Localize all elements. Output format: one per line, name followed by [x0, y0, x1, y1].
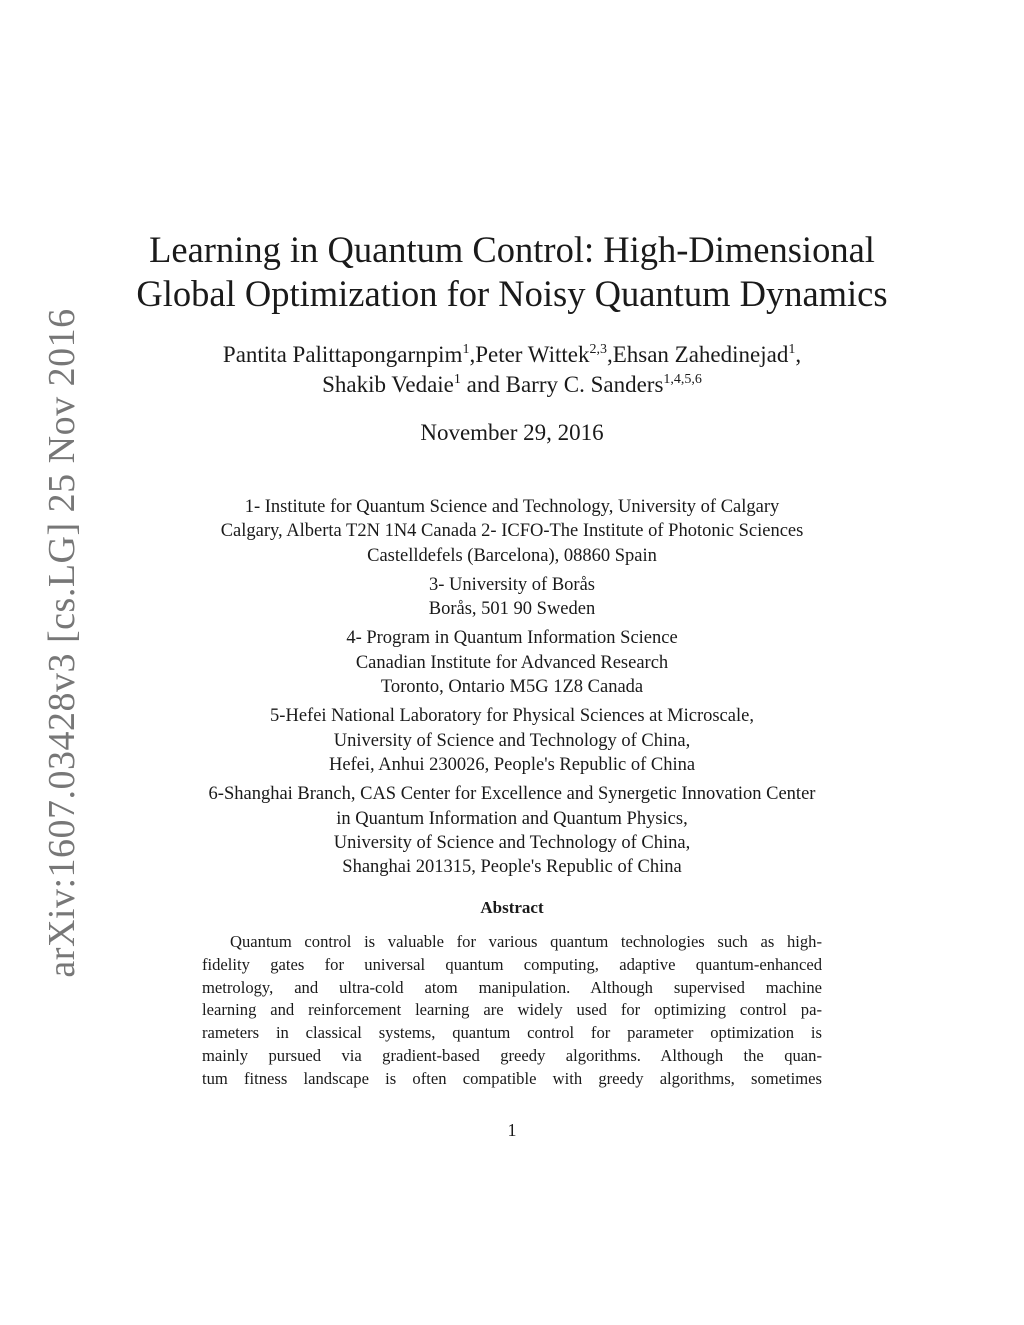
affiliation-line: University of Science and Technology of China, — [333, 832, 691, 853]
title-line-2: Global Optimization for Noisy Quantum Dynamics — [136, 273, 888, 314]
affiliation-line: University of Science and Technology of China, — [333, 730, 691, 751]
affiliation-line: Calgary, Alberta T2N 1N4 Canada 2- ICFO-The Institute of Photonic Sciences — [220, 521, 804, 542]
affiliation-line: 6-Shanghai Branch, CAS Center for Excellence and Synergetic Innovation Center — [208, 784, 816, 805]
paper-title — [0, 228, 1024, 316]
abstract-line: tum fitness landscape is often compatible with greedy algorithms, sometimes — [202, 1068, 822, 1088]
affiliation-line: in Quantum Information and Quantum Physics, — [336, 808, 688, 829]
author-separator: , — [795, 342, 802, 367]
abstract-body — [202, 931, 822, 1091]
affiliation-line: Borås, 501 90 Sweden — [428, 599, 596, 620]
author-affiliation-marker: 1,4,5,6 — [663, 372, 702, 387]
abstract-line: learning and reinforcement learning are widely used for optimizing control pa- — [202, 1000, 822, 1020]
author-affiliation-marker: 2,3 — [589, 342, 607, 357]
author-line-2 — [0, 370, 1024, 400]
affiliation-line: Toronto, Ontario M5G 1Z8 Canada — [380, 677, 644, 698]
title-line-1: Learning in Quantum Control: High-Dimensional — [149, 229, 875, 270]
abstract-line: metrology, and ultra-cold atom manipulation. Although supervised machine — [202, 977, 822, 997]
affiliation-6 — [0, 782, 1024, 879]
affiliation-line: 5-Hefei National Laboratory for Physical Sciences at Microscale, — [270, 706, 754, 727]
author-name: Pantita Palittapongarnpim — [222, 342, 463, 367]
author-separator: , — [469, 342, 476, 367]
page-number: 1 — [507, 1120, 517, 1140]
paper-date: November 29, 2016 — [420, 420, 604, 445]
arxiv-identifier-stamp[interactable]: arXiv:1607.03428v3 [cs.LG] 25 Nov 2016 — [41, 308, 83, 978]
author-separator: , — [606, 342, 613, 367]
affiliation-3 — [0, 573, 1024, 622]
author-affiliation-marker: 1 — [462, 342, 470, 357]
affiliation-line: 3- University of Borås — [429, 574, 595, 595]
affiliation-line: Hefei, Anhui 230026, People's Republic of China — [328, 754, 696, 775]
author-list — [0, 340, 1024, 400]
author-line-1 — [0, 340, 1024, 370]
affiliation-4 — [0, 626, 1024, 699]
affiliations — [0, 495, 1024, 884]
affiliation-5 — [0, 704, 1024, 777]
affiliation-line: 4- Program in Quantum Information Science — [346, 628, 678, 649]
author-name: Ehsan Zahedinejad — [612, 342, 789, 367]
author-separator: and — [460, 372, 506, 397]
abstract-line: fidelity gates for universal quantum computing, adaptive quantum-enhanced — [202, 954, 822, 974]
abstract-heading: Abstract — [480, 898, 544, 917]
author-name: Peter Wittek — [475, 342, 590, 367]
author-name: Shakib Vedaie — [322, 372, 454, 397]
author-affiliation-marker: 1 — [788, 342, 796, 357]
affiliation-line: Shanghai 201315, People's Republic of China — [342, 857, 682, 878]
affiliation-1 — [0, 495, 1024, 568]
abstract-line: mainly pursued via gradient-based greedy algorithms. Although the quan- — [202, 1045, 822, 1065]
affiliation-line: 1- Institute for Quantum Science and Technology, University of Calgary — [244, 497, 780, 517]
affiliation-line: Canadian Institute for Advanced Research — [355, 652, 669, 673]
author-affiliation-marker: 1 — [453, 372, 461, 387]
abstract-line: Quantum control is valuable for various quantum technologies such as high- — [230, 932, 822, 951]
abstract-line: rameters in classical systems, quantum control for parameter optimization is — [202, 1023, 822, 1043]
author-name: Barry C. Sanders — [505, 372, 664, 397]
affiliation-line: Castelldefels (Barcelona), 08860 Spain — [367, 545, 657, 566]
